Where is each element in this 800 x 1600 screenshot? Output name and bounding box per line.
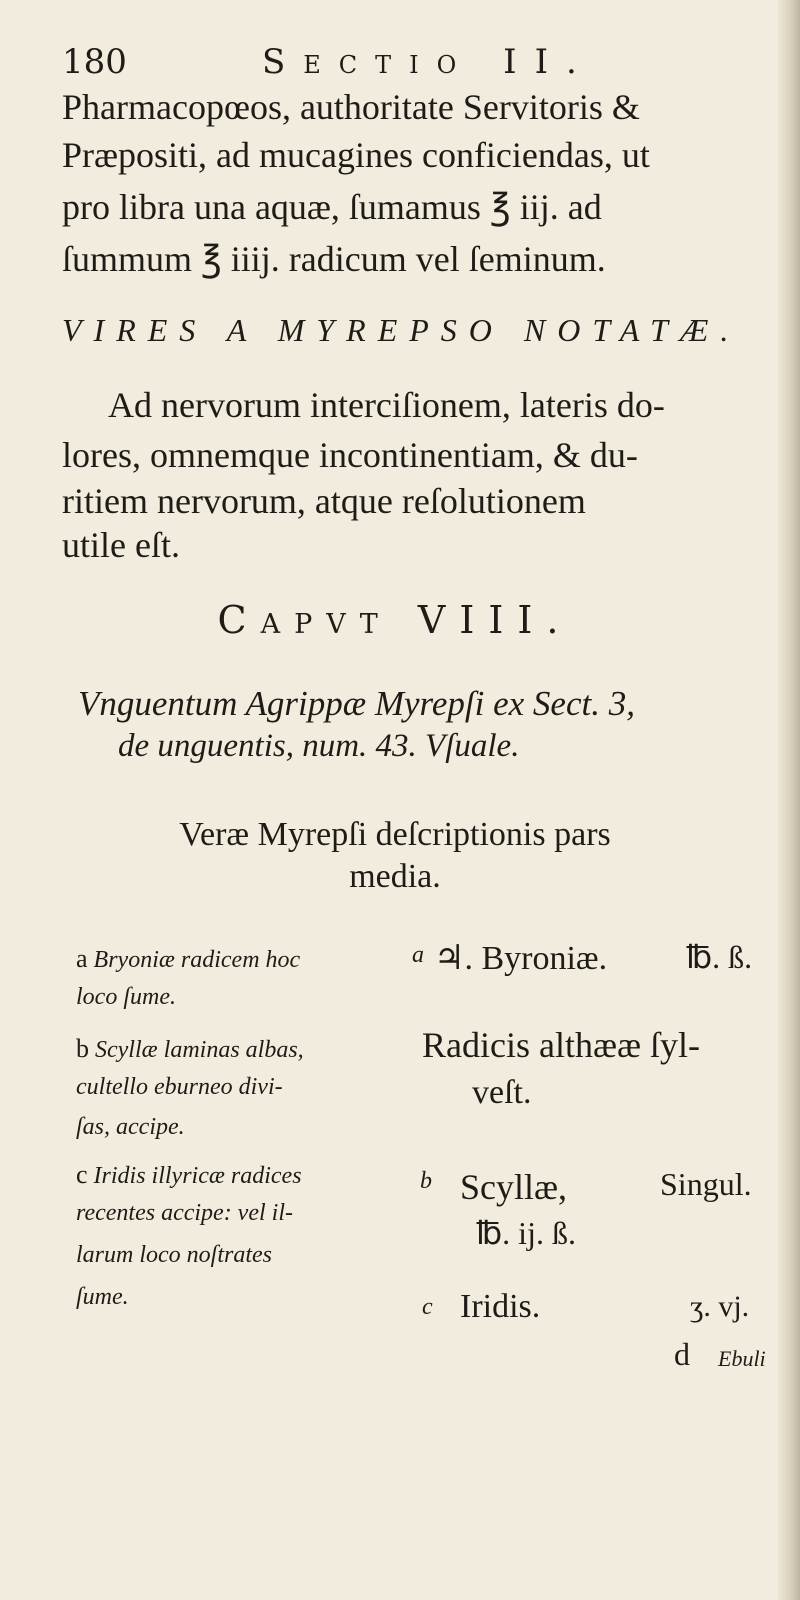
recipe-amount: ℔. ß. (686, 939, 753, 975)
vires-line: ritiem nervorum, atque reſolutionem (62, 481, 586, 521)
recipe-amount: Singul. (660, 1166, 752, 1202)
note-text: Bryoniæ radicem hoc (93, 947, 301, 973)
recipe-ingredient: ♃. Byroniæ. (434, 940, 608, 977)
note-line (76, 1160, 302, 1190)
recipe-marker: c (422, 1294, 433, 1320)
note-line: ſas, accipe. (76, 1114, 185, 1140)
vires-line: utile eſt. (62, 525, 180, 565)
recipe-ingredient: ℔. ij. ß. (476, 1215, 576, 1251)
note-letter: a (76, 944, 88, 973)
recipe-amount: ʒ. vj. (690, 1290, 750, 1323)
vires-line: lores, omnemque incontinentiam, & du- (62, 435, 638, 475)
chapter-subtitle-line: Vnguentum Agrippæ Myrepſi ex Sect. 3, (78, 684, 635, 723)
chapter-title: Capvt VIII. (217, 598, 573, 642)
recipe-ingredient: Radicis althææ ſyl- (422, 1025, 700, 1065)
recipe-ingredient: veſt. (472, 1074, 532, 1111)
vires-line: Ad nervorum interciſionem, lateris do- (108, 385, 665, 425)
note-text: Scyllæ laminas albas, (95, 1037, 304, 1063)
recipe-ingredient: Scyllæ, (460, 1167, 568, 1207)
note-line: recentes accipe: vel il- (76, 1200, 293, 1226)
page-gutter (778, 0, 800, 1600)
chapter-subtitle-line: de unguentis, num. 43. Vſuale. (118, 728, 520, 764)
intro-line: Pharmacopœos, authoritate Servitoris & (62, 87, 640, 127)
note-text: Iridis illyricæ radices (93, 1163, 302, 1189)
recipe-marker: b (420, 1168, 432, 1194)
recipe-ingredient: Iridis. (460, 1288, 541, 1325)
running-title: Sectio II. (262, 42, 595, 82)
intro-line: Præpositi, ad mucagines conficiendas, ut (62, 135, 650, 175)
note-line: ſume. (76, 1284, 129, 1310)
description-line: media. (349, 858, 441, 895)
note-line (76, 944, 300, 974)
intro-line: pro libra una aquæ, ſumamus ℥ iij. ad (62, 187, 602, 227)
intro-line: ſummum ℥ iiij. radicum vel ſeminum. (62, 239, 606, 279)
description-line: Veræ Myrepſi deſcriptionis pars (179, 816, 611, 853)
note-line (76, 1034, 304, 1064)
recipe-ingredient: Ebuli (718, 1346, 766, 1371)
note-line: loco ſume. (76, 984, 176, 1010)
note-letter: b (76, 1034, 89, 1063)
page-number: 180 (62, 42, 127, 82)
recipe-marker: d (674, 1336, 690, 1372)
note-line: larum loco noſtrates (76, 1242, 272, 1268)
note-line: cultello eburneo divi- (76, 1074, 283, 1100)
section-heading: VIRES A MYREPSO NOTATÆ. (62, 312, 741, 348)
recipe-marker: a (412, 942, 424, 968)
note-letter: c (76, 1160, 88, 1189)
